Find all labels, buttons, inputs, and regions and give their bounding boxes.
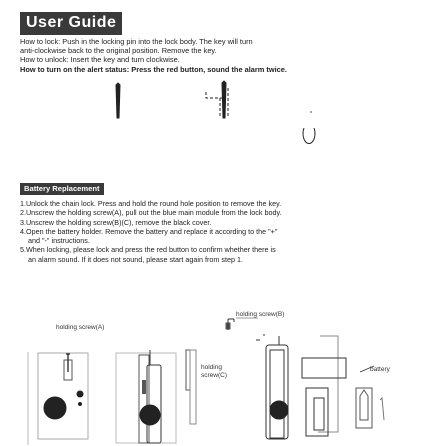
battery-replacement-title: Battery Replacement: [20, 183, 104, 195]
unlock-instruction: How to unlock: Insert the key and turn clockwise.: [20, 55, 180, 65]
battery-step-5-continued: an alarm sound. If it does not sound, please start again from step 1.: [28, 254, 243, 264]
battery-step-2: 2.Unscrew the holding screw(A), pull out the blue main module from the lock body.: [20, 208, 282, 218]
lock-instruction-line-1: How to lock: Push in the locking pin into the lock body. The key will turn: [20, 37, 253, 46]
holding-screw-c-label-line-2: screw(C): [201, 372, 227, 379]
holding-screw-a-label: holding screw(A): [56, 324, 105, 331]
battery-label: battery: [370, 366, 390, 373]
alert-instruction: How to turn on the alert status: Press the red button, sound the alarm twice.: [20, 64, 287, 74]
lock-instruction-line-2: anti-clockwise back to the original position. Remove the key.: [20, 46, 217, 56]
user-guide-title: User Guide: [20, 12, 122, 35]
holding-screw-b-label: holding screw(B): [236, 311, 285, 318]
battery-step-4-continued: and "-" instructions.: [28, 236, 90, 246]
battery-step-1: 1.Unlock the chain lock. Press and hold the round hole position to remove the key.: [20, 199, 282, 208]
battery-step-5: 5.When locking, please lock and press the red button to confirm whether there is: [20, 245, 276, 255]
battery-step-3: 3.Unscrew the holding screw(B)(C), remove the black cover.: [20, 217, 212, 227]
holding-screw-c-label-line-1: holding: [201, 364, 222, 371]
battery-step-4: 4.Open the battery holder. Remove the battery and replace it according to the "+": [20, 226, 278, 236]
